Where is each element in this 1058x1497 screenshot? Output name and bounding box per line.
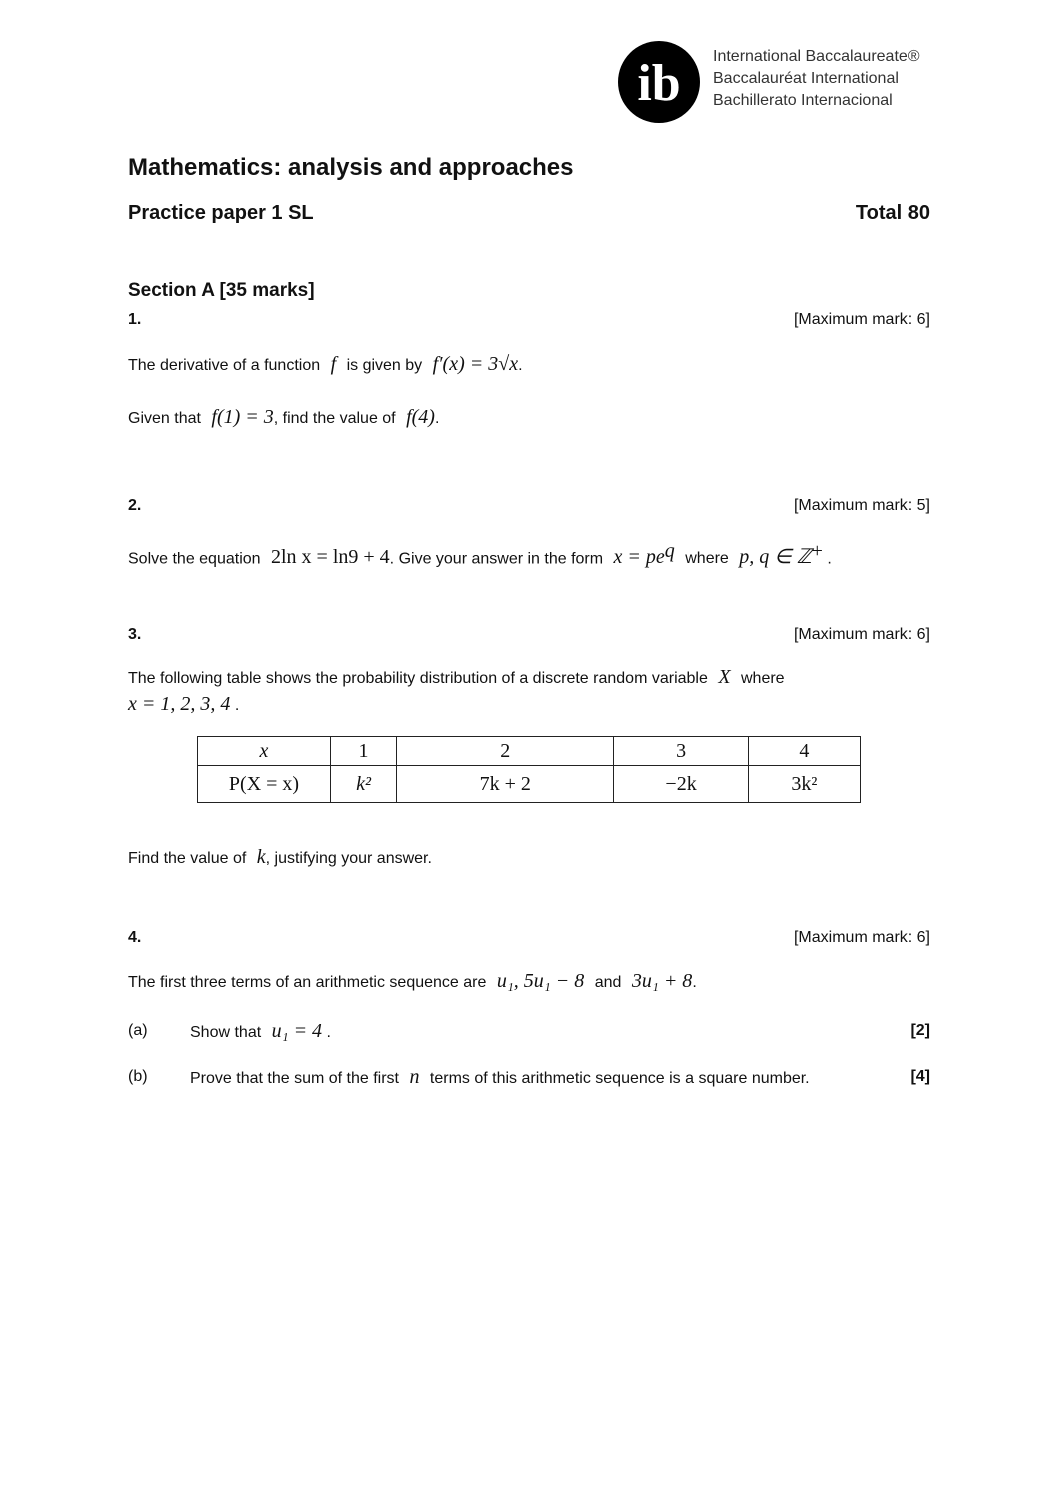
q1-line2: Given that f(1) = 3, find the value of f(4).	[128, 406, 440, 428]
q2-equation: 2ln x = ln9 + 4	[271, 546, 390, 569]
q3-number: 3.	[128, 626, 142, 643]
q3-values-line: x = 1, 2, 3, 4 .	[128, 693, 240, 715]
probability-table	[197, 736, 861, 803]
org-name-es: Bachillerato Internacional	[713, 92, 893, 109]
q2-number: 2.	[128, 497, 142, 514]
q4b-mark: [4]	[910, 1068, 930, 1085]
q2-text-b: . Give your answer in the form	[389, 550, 604, 568]
q1-text-b: is given by	[346, 357, 423, 374]
q4b-label: (b)	[128, 1068, 148, 1085]
org-name-en: International Baccalaureate®	[713, 48, 920, 65]
q4-terms: u₁, 5u₁ − 8	[496, 970, 585, 992]
q1-f: f	[330, 353, 337, 375]
section-heading: Section A [35 marks]	[128, 280, 315, 301]
table-cell: P(X = x)	[198, 766, 331, 803]
org-name-block	[713, 46, 920, 112]
q3-question-var: k	[256, 846, 266, 868]
q1-derivative: f′(x) = 3√x	[432, 353, 519, 375]
q2-text-a: Solve the equation	[128, 550, 261, 568]
q1-find: , find the value of	[273, 410, 396, 427]
q1-given: Given that	[128, 410, 201, 427]
table-cell: 2	[397, 737, 614, 766]
q2-domain: p, q ∈ ℤ	[739, 546, 812, 569]
q2-form: x = pe	[613, 546, 665, 569]
q3-question-b: , justifying your answer.	[265, 850, 432, 867]
q3-question	[128, 846, 432, 869]
paper-total: Total 80	[855, 202, 930, 224]
q2-where: where	[685, 550, 729, 568]
q3-values: x = 1, 2, 3, 4	[128, 693, 231, 715]
table-row	[198, 766, 861, 803]
q4b-math: n	[409, 1066, 420, 1088]
q1-max-mark: [Maximum mark: 6]	[793, 311, 930, 328]
q3-where: where	[741, 670, 785, 687]
table-cell: 4	[748, 737, 860, 766]
logo-mark: ib	[637, 55, 681, 112]
q2-domain-sup: +	[811, 540, 823, 562]
q4a-mark: [2]	[910, 1022, 930, 1039]
table-cell: 3k²	[748, 766, 860, 803]
q4-and: and	[594, 974, 622, 991]
q4a-label: (a)	[128, 1022, 148, 1039]
q3-intro	[128, 666, 785, 689]
table-cell: 1	[331, 737, 397, 766]
q2-line: Solve the equation 2ln x = ln9 + 4. Give your answer in the form $x = pe^q$ where p, q ∈ ℤ+ .	[128, 540, 832, 569]
q3-max-mark: [Maximum mark: 6]	[793, 626, 930, 643]
q1-number: 1.	[128, 311, 142, 328]
table-cell: x	[198, 737, 331, 766]
q4-intro: The first three terms of an arithmetic sequence are u₁, 5u₁ − 8 and 3u₁ + 8.	[128, 970, 697, 992]
q4b-text	[190, 1066, 810, 1089]
q4a-math: u₁ = 4	[271, 1020, 323, 1042]
table-cell: −2k	[614, 766, 748, 803]
q4-number: 4.	[128, 929, 142, 946]
q4b-text-b: terms of this arithmetic sequence is a square number.	[429, 1070, 810, 1087]
q4a-text: Show that u₁ = 4 .	[190, 1020, 331, 1042]
q4b-text-a: Prove that the sum of the first	[190, 1070, 399, 1087]
q3-question-a: Find the value of	[128, 850, 247, 867]
page-title: Mathematics: analysis and approaches	[128, 154, 574, 181]
q1-condition: f(1) = 3	[211, 406, 274, 428]
org-name-fr: Baccalauréat International	[713, 70, 899, 87]
q2-form-exp: q	[664, 540, 675, 562]
q1-target: f(4)	[406, 406, 435, 428]
q4-intro-text: The first three terms of an arithmetic sequence are	[128, 974, 487, 991]
q2-max-mark: [Maximum mark: 5]	[793, 497, 930, 514]
table-cell: 3	[614, 737, 748, 766]
q4-term3: 3u₁ + 8	[631, 970, 693, 992]
table-cell: 7k + 2	[397, 766, 614, 803]
paper-name: Practice paper 1 SL	[128, 202, 314, 224]
q3-var: X	[718, 666, 731, 688]
q4a-text-a: Show that	[190, 1024, 262, 1041]
ib-logo-icon	[617, 40, 701, 124]
ib-logo	[617, 40, 701, 124]
q1-line1: The derivative of a function f is given by f′(x) = 3√x.	[128, 353, 523, 375]
q4-max-mark: [Maximum mark: 6]	[793, 929, 930, 946]
table-cell: k²	[331, 766, 397, 803]
table-row	[198, 737, 861, 766]
q1-text-a: The derivative of a function	[128, 357, 321, 374]
q3-intro-text: The following table shows the probability distribution of a discrete random variable	[128, 670, 708, 687]
